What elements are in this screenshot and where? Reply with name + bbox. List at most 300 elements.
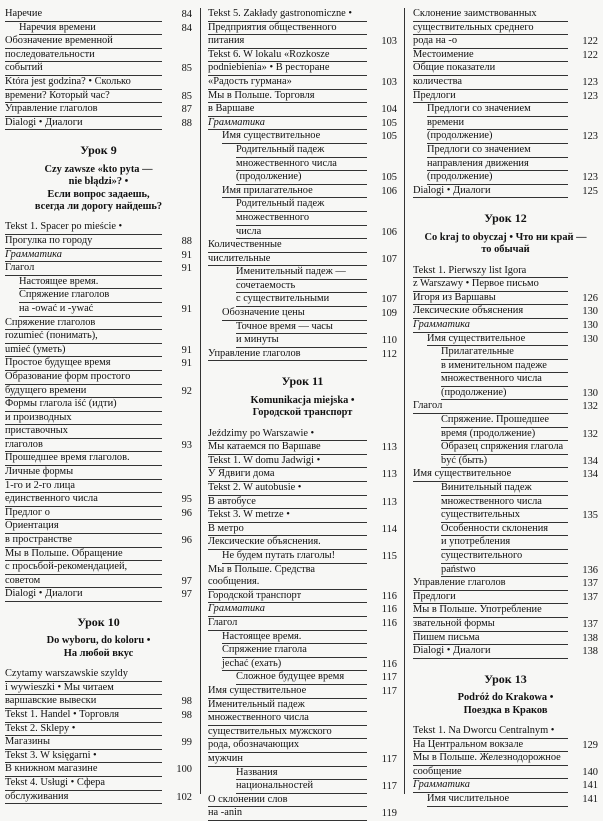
toc-entry[interactable]	[208, 117, 397, 131]
toc-entry-line: Имя числительное	[427, 793, 568, 807]
toc-entry-line: множественного числа	[208, 712, 367, 726]
toc-entry-line: i wywieszki • Мы читаем	[5, 682, 162, 696]
toc-entry-line: Винительный падеж	[441, 482, 568, 496]
lesson-title-line: Komunikacja miejska •	[250, 394, 355, 406]
toc-entry-line: Именительный падеж	[208, 699, 367, 713]
toc-page-number: 92	[181, 385, 192, 397]
toc-entry-line: в пространстве	[5, 534, 162, 548]
toc-page-number: 119	[381, 808, 397, 820]
toc-entry[interactable]	[208, 590, 397, 604]
toc-entry-line: Игоря из Варшавы	[413, 292, 568, 306]
toc-entry-line: jechać (ехать)	[222, 658, 367, 672]
toc-entry-line: Глагол	[208, 617, 367, 631]
toc-entry-line: Настоящее время.	[222, 631, 367, 645]
toc-entry[interactable]	[208, 49, 397, 90]
toc-entry-line: множественного числа	[236, 158, 367, 172]
toc-entry[interactable]	[413, 591, 598, 605]
lesson-heading: Урок 9	[80, 143, 117, 158]
toc-entry[interactable]	[413, 725, 598, 752]
toc-entry[interactable]	[413, 645, 598, 659]
toc-entry[interactable]	[413, 103, 598, 144]
toc-page-number: 116	[381, 590, 397, 602]
toc-entry-line: Лексические объяснения	[413, 305, 568, 319]
toc-entry-line: Tekst 1. Na Dworcu Centralnym •	[413, 725, 568, 739]
toc-entry[interactable]	[5, 588, 192, 602]
toc-entry-line: Личные формы	[5, 466, 162, 480]
toc-page-number: 113	[381, 496, 397, 508]
toc-page-number: 88	[181, 235, 192, 247]
toc-entry-line: последовательности	[5, 49, 162, 63]
toc-entry[interactable]	[413, 62, 598, 89]
toc-entry-line: (продолжение)	[236, 171, 367, 185]
column-divider	[200, 8, 201, 794]
toc-entry-line: Родительный падеж	[236, 144, 367, 158]
toc-entry-line: направления движения	[427, 158, 568, 172]
toc-entry-line: с существительными	[236, 293, 367, 307]
toc-entry-line: рода на -o	[413, 35, 568, 49]
toc-page-number: 91	[181, 249, 192, 261]
toc-page-number: 134	[582, 469, 598, 481]
toc-entry-line: Tekst 1. Pierwszy list Igora	[413, 265, 568, 279]
lesson-title-line: Городской транспорт	[252, 407, 353, 419]
toc-entry-line: «Радость гурмана»	[208, 76, 367, 90]
toc-entry[interactable]	[5, 452, 192, 506]
toc-entry-line: Предлоги со значением	[427, 144, 568, 158]
toc-entry-line: Tekst 2. W autobusie •	[208, 482, 367, 496]
toc-entry[interactable]	[5, 76, 192, 103]
toc-entry-line: Грамматика	[413, 319, 568, 333]
toc-entry[interactable]	[413, 400, 598, 414]
toc-entry[interactable]	[413, 604, 598, 631]
toc-entry[interactable]	[208, 509, 397, 536]
toc-entry[interactable]	[208, 564, 397, 590]
toc-entry-line: существительных	[441, 509, 568, 523]
toc-page-number: 93	[181, 439, 192, 451]
toc-entry-line: Грамматика	[413, 779, 568, 793]
toc-page-number: 88	[181, 117, 192, 129]
toc-entry-line: Спряжение глагола	[222, 644, 367, 658]
toc-entry-line: В книжном магазине	[5, 763, 162, 777]
toc-entry-line: питания	[208, 35, 367, 49]
toc-entry[interactable]	[208, 185, 397, 199]
toc-column-2	[208, 8, 397, 821]
column-divider	[404, 8, 405, 794]
toc-entry-line: Спряжение глаголов	[19, 289, 162, 303]
toc-entry-line: być (быть)	[441, 455, 568, 469]
toc-entry-line: z Warszawy • Первое письмо	[413, 278, 568, 292]
toc-entry[interactable]	[413, 346, 598, 400]
toc-entry-line: количества	[413, 76, 568, 90]
toc-entry-line: Прилагательные	[441, 346, 568, 360]
toc-entry[interactable]	[413, 414, 598, 441]
lesson-title-line: всегда ли дорогу найдешь?	[34, 200, 163, 212]
toc-page-number: 107	[381, 253, 397, 265]
toc-page-number: 130	[582, 387, 598, 399]
toc-entry[interactable]	[413, 8, 598, 49]
lesson-title-line: Podróż do Krakowa •	[457, 692, 554, 704]
toc-entry-line: Управление глаголов	[208, 348, 367, 362]
toc-page-number: 85	[181, 90, 192, 102]
toc-page-number: 137	[582, 618, 598, 630]
toc-entry[interactable]	[5, 117, 192, 131]
toc-entry[interactable]	[413, 482, 598, 523]
toc-page-number: 114	[381, 523, 397, 535]
toc-entry-line: podniebienia» • В ресторане	[208, 62, 367, 76]
toc-entry-line: числительные	[208, 253, 367, 267]
toc-entry-line: Образование форм простого	[5, 371, 162, 385]
toc-entry-line: Именительный падеж —	[236, 266, 367, 280]
toc-entry-line: существительного	[441, 550, 568, 564]
toc-entry[interactable]	[5, 249, 192, 263]
toc-entry-line: Глагол	[5, 262, 162, 276]
toc-entry[interactable]	[208, 482, 397, 509]
toc-page-number: 116	[381, 658, 397, 670]
toc-entry-line: Czytamy warszawskie szyldy	[5, 668, 162, 682]
toc-entry-line: Dialogi • Диалоги	[5, 588, 162, 602]
toc-entry-line: звательной формы	[413, 618, 568, 632]
toc-entry-line: Пишем письма	[413, 632, 568, 646]
toc-page-number: 135	[582, 510, 598, 522]
toc-page-number: 84	[181, 9, 192, 20]
lesson-title-line: Поездка в Краков	[463, 704, 548, 716]
toc-page-number: 97	[181, 575, 192, 587]
toc-page-number: 98	[181, 696, 192, 708]
toc-entry-line: Наречие	[5, 8, 162, 22]
toc-entry-line: в Варшаве	[208, 103, 367, 117]
toc-entry-line: В метро	[208, 523, 367, 537]
toc-entry-line: времени? Который час?	[5, 90, 162, 104]
toc-entry[interactable]	[5, 276, 192, 317]
toc-entry-line: Управление глаголов	[5, 103, 162, 117]
toc-entry-line: Tekst 3. W metrze •	[208, 509, 367, 523]
toc-page-number: 129	[582, 739, 598, 751]
toc-entry[interactable]	[5, 262, 192, 276]
toc-page-number: 85	[181, 63, 192, 75]
toc-entry-line: Образец спряжения глагола	[441, 441, 568, 455]
toc-page-number: 106	[381, 226, 397, 238]
toc-entry-line: Мы в Польше. Употребление	[413, 604, 568, 618]
toc-entry[interactable]	[208, 90, 397, 117]
toc-entry-line: Tekst 5. Zakłady gastronomiczne •	[208, 8, 367, 22]
lesson-title	[208, 395, 397, 420]
toc-entry-line: Прогулка по городу	[5, 235, 162, 249]
toc-entry[interactable]	[5, 709, 192, 723]
toc-page-number: 102	[176, 791, 192, 803]
toc-entry[interactable]	[5, 507, 192, 521]
toc-page-number: 122	[582, 36, 598, 48]
toc-entry-line: Наречия времени	[19, 22, 162, 36]
toc-page-number: 136	[582, 564, 598, 576]
toc-page-number: 99	[181, 737, 192, 749]
toc-entry[interactable]	[5, 750, 192, 777]
toc-entry[interactable]	[413, 333, 598, 347]
toc-page-number: 130	[582, 333, 598, 345]
toc-entry[interactable]	[208, 321, 397, 348]
lesson-heading: Урок 10	[77, 615, 120, 629]
lesson-title	[413, 692, 598, 717]
toc-entry-line: Грамматика	[208, 603, 367, 617]
toc-page-number: 116	[381, 604, 397, 616]
toc-entry[interactable]	[5, 357, 192, 371]
toc-entry-line: В автобусе	[208, 496, 367, 510]
lesson-title-line: Do wyboru, do koloru •	[46, 635, 151, 647]
toc-page-number: 107	[381, 294, 397, 306]
toc-entry[interactable]	[5, 221, 192, 235]
toc-entry[interactable]	[208, 767, 397, 794]
toc-entry[interactable]	[208, 144, 397, 185]
toc-page-number: 105	[381, 117, 397, 129]
lesson-title-line: Если вопрос задаешь,	[47, 188, 150, 200]
toc-page-number: 137	[582, 578, 598, 590]
toc-entry-line: 1-го и 2-го лица	[5, 480, 162, 494]
toc-column-1	[5, 8, 192, 804]
toc-page-number: 112	[381, 348, 397, 360]
toc-entry-line: Która jest godzina? • Сколько	[5, 76, 162, 90]
toc-entry[interactable]	[5, 8, 192, 22]
toc-entry-line: Количественные	[208, 239, 367, 253]
toc-entry-line: единственного числа	[5, 493, 162, 507]
toc-page-number: 123	[582, 131, 598, 143]
toc-entry-line: множественного числа	[441, 496, 568, 510]
toc-page-number: 122	[582, 49, 598, 61]
toc-entry[interactable]	[413, 468, 598, 482]
toc-page-number: 96	[181, 507, 192, 519]
toc-entry-line: сочетаемость	[236, 280, 367, 294]
toc-page-number: 113	[381, 442, 397, 454]
toc-entry[interactable]	[5, 777, 192, 804]
toc-entry-line: рода, обозначающих	[208, 739, 367, 753]
toc-entry-line: Управление глаголов	[413, 577, 568, 591]
toc-entry-line: Родительный падеж	[236, 198, 367, 212]
toc-entry[interactable]	[208, 685, 397, 699]
toc-entry-line: Мы в Польше. Обращение	[5, 548, 162, 562]
toc-entry-line: Tekst 1. Spacer po mieście •	[5, 221, 162, 235]
toc-entry-line: существительных мужского	[208, 726, 367, 740]
toc-entry[interactable]	[208, 794, 397, 821]
toc-page-number: 91	[181, 344, 192, 356]
toc-entry-line: национальностей	[236, 780, 367, 794]
toc-entry[interactable]	[208, 130, 397, 144]
toc-entry-line: Обозначение цены	[222, 307, 367, 321]
toc-entry[interactable]	[208, 266, 397, 307]
toc-page-number: 104	[381, 104, 397, 116]
toc-entry[interactable]	[413, 523, 598, 577]
lesson-heading: Урок 13	[484, 671, 527, 686]
toc-entry-line: Мы в Польше. Железнодорожное	[413, 752, 568, 766]
toc-entry-line: Ориентация	[5, 520, 162, 534]
toc-entry-line: и минуты	[236, 334, 367, 348]
toc-entry-line: Предлог o	[5, 507, 162, 521]
toc-entry-line: мужчин	[208, 753, 367, 767]
toc-entry-line: Формы глагола iść (идти)	[5, 398, 162, 412]
toc-entry[interactable]	[5, 371, 192, 398]
toc-entry-line: Имя существительное	[222, 130, 367, 144]
toc-page-number: 103	[381, 36, 397, 48]
toc-entry-line: Магазины	[5, 736, 162, 750]
toc-entry[interactable]	[413, 144, 598, 185]
toc-entry[interactable]	[208, 239, 397, 266]
toc-entry-line: rozumieć (понимать),	[5, 330, 162, 344]
toc-entry[interactable]	[5, 35, 192, 76]
toc-entry-line: и производных	[5, 412, 162, 426]
toc-entry-line: времени	[427, 117, 568, 131]
toc-entry-line: Мы катаемся по Варшаве	[208, 441, 367, 455]
toc-page-number: 130	[582, 306, 598, 318]
lesson-heading: Урок 11	[281, 374, 324, 389]
toc-entry[interactable]	[5, 548, 192, 589]
toc-entry-line: советом	[5, 575, 162, 589]
toc-entry-line: państwo	[441, 564, 568, 578]
toc-entry[interactable]	[5, 668, 192, 709]
toc-entry-line: варшавские вывески	[5, 695, 162, 709]
toc-page-number: 95	[181, 494, 192, 506]
toc-entry[interactable]	[413, 185, 598, 199]
toc-entry-line: (продолжение)	[427, 130, 568, 144]
toc-entry-line: приставочных	[5, 425, 162, 439]
toc-entry[interactable]	[5, 723, 192, 750]
toc-entry[interactable]	[208, 307, 397, 321]
toc-page-number: 138	[582, 632, 598, 644]
toc-entry-line: Предприятия общественного	[208, 22, 367, 36]
toc-page-number: 123	[582, 172, 598, 184]
toc-page-number: 96	[181, 535, 192, 547]
toc-entry-line: числа	[236, 226, 367, 240]
toc-entry[interactable]	[413, 779, 598, 793]
toc-entry-line: Tekst 3. W księgarni •	[5, 750, 162, 764]
toc-entry-line: Глагол	[413, 400, 568, 414]
toc-entry[interactable]	[413, 752, 598, 779]
toc-entry-line: Общие показатели	[413, 62, 568, 76]
toc-entry-line: Спряжение. Прошедшее	[441, 414, 568, 428]
toc-entry[interactable]	[5, 103, 192, 117]
toc-entry[interactable]	[208, 8, 397, 49]
toc-entry-line: На Центральном вокзале	[413, 739, 568, 753]
toc-entry[interactable]	[208, 348, 397, 362]
toc-entry[interactable]	[413, 319, 598, 333]
toc-page-number: 117	[381, 781, 397, 793]
toc-entry[interactable]	[413, 90, 598, 104]
toc-page-number: 141	[582, 793, 598, 805]
toc-entry-line: Tekst 6. W lokalu «Rozkosze	[208, 49, 367, 63]
toc-entry-line: на -ować и -ywać	[19, 303, 162, 317]
toc-entry-line: Dialogi • Диалоги	[413, 645, 568, 659]
toc-entry[interactable]	[208, 671, 397, 685]
toc-entry-line: Названия	[236, 767, 367, 781]
lesson-title	[413, 232, 598, 257]
toc-entry[interactable]	[208, 631, 397, 672]
toc-entry-line: О склонении слов	[208, 794, 367, 808]
toc-entry-line: Предлоги	[413, 90, 568, 104]
toc-entry[interactable]	[5, 235, 192, 249]
toc-page-number: 123	[582, 76, 598, 88]
toc-entry-line: Прошедшее время глаголов.	[5, 452, 162, 466]
toc-entry-line: сообщение	[413, 766, 568, 780]
toc-entry-line: время (продолжение)	[441, 428, 568, 442]
lesson-title-line: nie błądzi»? •	[68, 176, 129, 188]
toc-entry-line: в именительном падеже	[441, 360, 568, 374]
toc-page-number: 110	[381, 335, 397, 347]
toc-entry-line: глаголов	[5, 439, 162, 453]
toc-page-number: 113	[381, 469, 397, 481]
toc-entry[interactable]	[208, 455, 397, 482]
toc-entry-line: Предлоги со значением	[427, 103, 568, 117]
toc-page-number: 138	[582, 646, 598, 658]
toc-entry-line: Грамматика	[5, 249, 162, 263]
toc-entry-line: Настоящее время.	[19, 276, 162, 290]
toc-page-number: 132	[582, 428, 598, 440]
toc-entry[interactable]	[208, 617, 397, 631]
toc-entry-line: Dialogi • Диалоги	[5, 117, 162, 131]
toc-entry[interactable]	[208, 428, 397, 442]
toc-entry[interactable]	[208, 536, 397, 550]
toc-entry-line: с просьбой-рекомендацией,	[5, 561, 162, 575]
toc-entry[interactable]	[5, 22, 192, 36]
lesson-title	[5, 635, 192, 660]
toc-entry-line: и употребления	[441, 536, 568, 550]
toc-page-number: 91	[181, 263, 192, 275]
toc-entry-line: Имя существительное	[413, 468, 568, 482]
toc-entry[interactable]	[413, 265, 598, 306]
toc-entry[interactable]	[413, 632, 598, 646]
toc-entry-line: Имя прилагательное	[222, 185, 367, 199]
lesson-title-line: Co kraj to obyczaj • Что ни край —	[424, 231, 587, 243]
toc-page-number: 116	[381, 617, 397, 629]
toc-entry-line: (продолжение)	[441, 387, 568, 401]
toc-entry-line: Сложное будущее время	[236, 671, 367, 685]
toc-page-number: 125	[582, 185, 598, 197]
toc-entry-line: Jeździmy po Warszawie •	[208, 428, 367, 442]
toc-entry[interactable]	[208, 699, 397, 767]
toc-entry[interactable]	[413, 305, 598, 319]
toc-entry[interactable]	[208, 550, 397, 564]
toc-entry-line: umieć (уметь)	[5, 344, 162, 358]
toc-page-number: 98	[181, 710, 192, 721]
toc-page-number: 100	[176, 764, 192, 776]
lesson-title-line: На любой вкус	[63, 647, 134, 659]
toc-entry-line: Tekst 2. Sklepy •	[5, 723, 162, 737]
toc-entry-line: Имя существительное	[427, 333, 568, 347]
toc-page-number: 134	[582, 455, 598, 467]
toc-entry-line: Имя существительное	[208, 685, 367, 699]
toc-entry[interactable]	[5, 398, 192, 452]
toc-entry[interactable]	[5, 520, 192, 547]
toc-column-3	[413, 8, 598, 807]
toc-page-number: 130	[582, 319, 598, 331]
toc-entry[interactable]	[413, 49, 598, 63]
toc-page-number: 97	[181, 589, 192, 601]
toc-page-number: 105	[381, 131, 397, 143]
toc-page-number: 132	[582, 401, 598, 413]
toc-page-number: 140	[582, 766, 598, 778]
toc-entry[interactable]	[208, 603, 397, 617]
toc-page-number: 115	[381, 551, 397, 562]
toc-page-number: 137	[582, 591, 598, 603]
lesson-title	[5, 164, 192, 214]
toc-entry[interactable]	[208, 441, 397, 455]
toc-entry-line: на -anin	[208, 807, 367, 821]
toc-page-number: 123	[582, 90, 598, 102]
toc-entry[interactable]	[5, 317, 192, 358]
toc-entry-line: Tekst 4. Usługi • Сфера	[5, 777, 162, 791]
toc-entry-line: событий	[5, 62, 162, 76]
toc-entry[interactable]	[413, 441, 598, 468]
toc-entry-line: обслуживания	[5, 791, 162, 805]
toc-page-number: 84	[181, 22, 192, 34]
toc-entry[interactable]	[413, 577, 598, 591]
toc-entry-line: Dialogi • Диалоги	[413, 185, 568, 199]
toc-page-number: 106	[381, 185, 397, 197]
toc-entry[interactable]	[208, 198, 397, 239]
